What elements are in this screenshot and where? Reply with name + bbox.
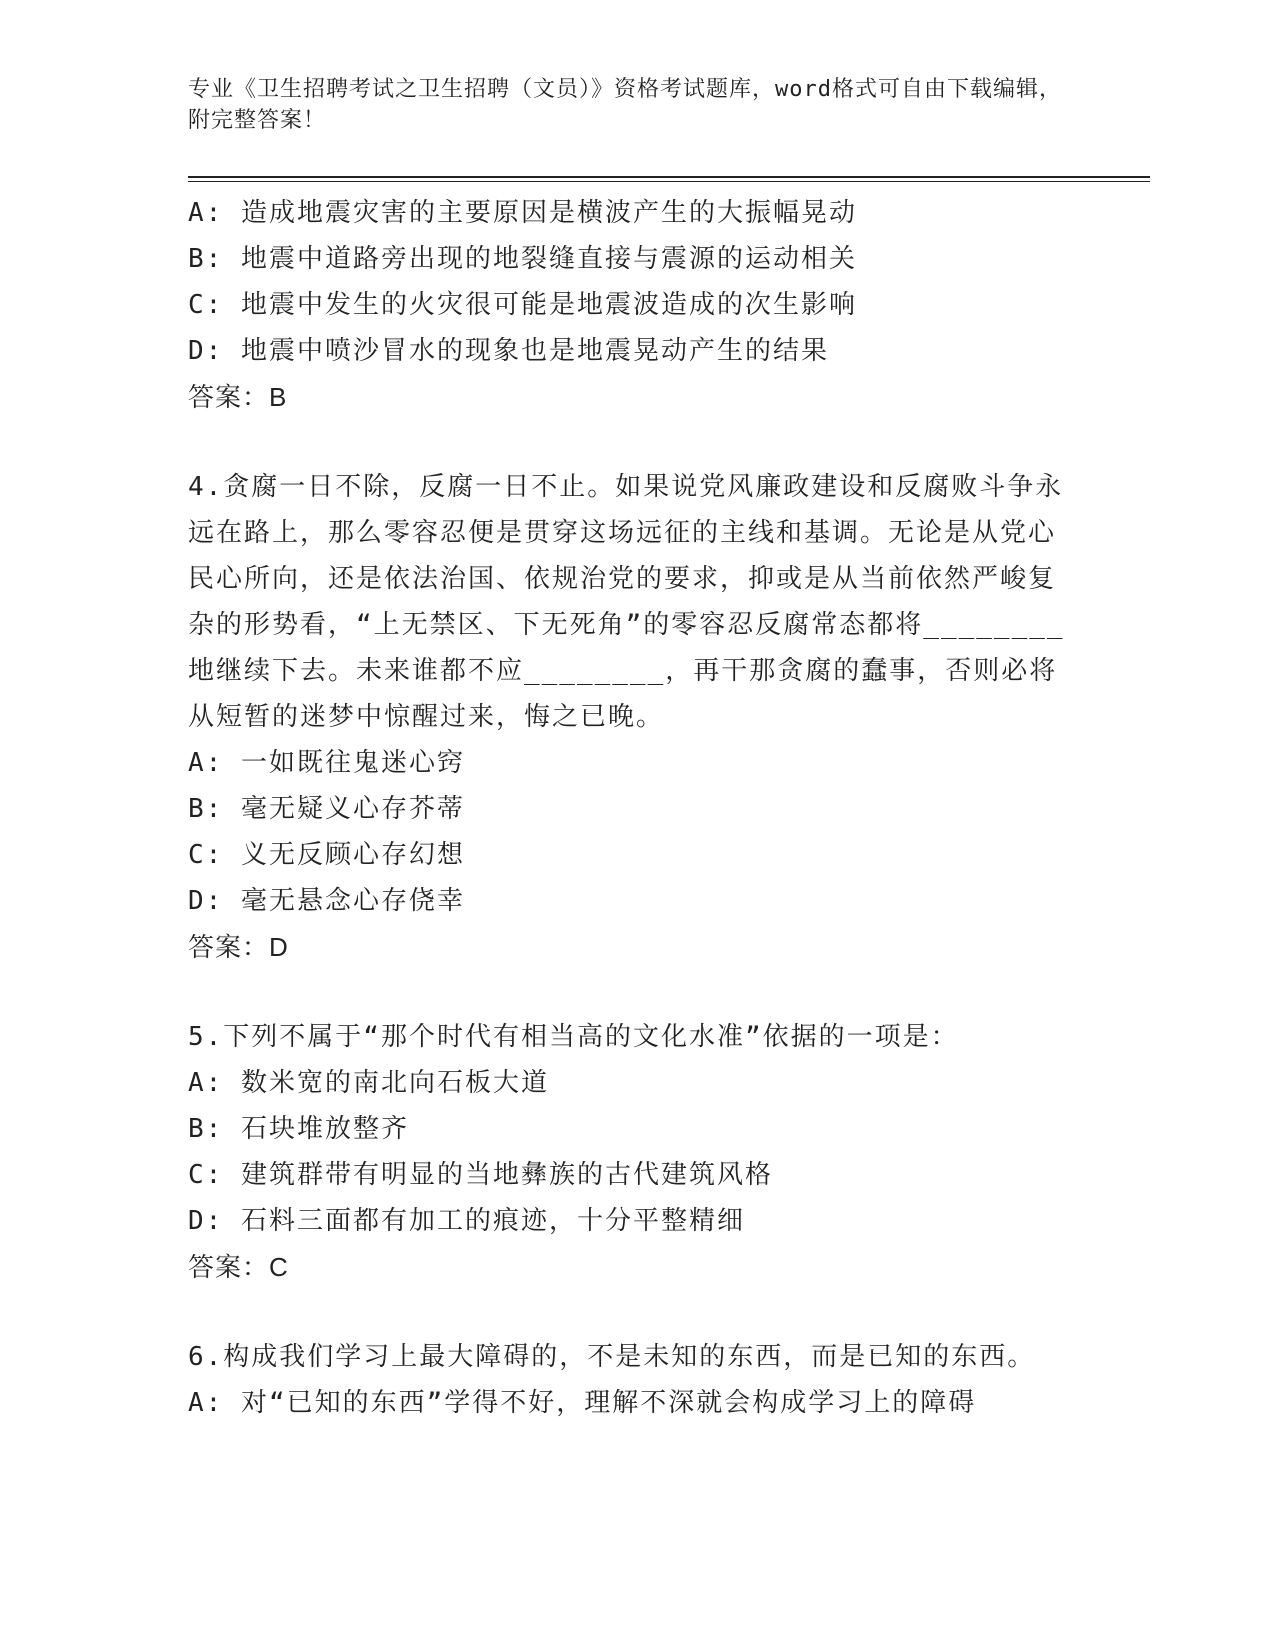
option-a: A: 造成地震灾害的主要原因是横波产生的大振幅晃动 [188, 198, 857, 228]
option-c: C: 地震中发生的火灾很可能是地震波造成的次生影响 [188, 290, 857, 320]
option-a: A: 一如既往鬼迷心窍 [188, 748, 465, 778]
option-a: A: 对“已知的东西”学得不好，理解不深就会构成学习上的障碍 [188, 1388, 977, 1418]
question-list [188, 190, 1068, 1426]
answer-line: 答案：C [188, 1252, 289, 1282]
question-3-block [188, 190, 1068, 420]
option-b: B: 毫无疑义心存芥蒂 [188, 794, 465, 824]
option-c: C: 建筑群带有明显的当地彝族的古代建筑风格 [188, 1160, 773, 1190]
question-stem: 4.贪腐一日不除，反腐一日不止。如果说党风廉政建设和反腐败斗争永远在路上，那么零容忍便是贯穿这场远征的主线和基调。无论是从党心民心所向，还是依法治国、依规治党的要求，抑或是从当前依然严峻复杂的形势看，“上无禁区、下无死角”的零容忍反腐常态都将________地继续下去。未来谁都不应________，再干那贪腐的蠢事，否则必将从短暂的迷梦中惊醒过来，悔之已晚。 [188, 472, 1065, 732]
option-a: A: 数米宽的南北向石板大道 [188, 1068, 549, 1098]
page-header: 专业《卫生招聘考试之卫生招聘（文员）》资格考试题库，word格式可自由下载编辑，附完整答案！ [188, 77, 1062, 133]
question-stem: 6.构成我们学习上最大障碍的，不是未知的东西，而是已知的东西。 [188, 1342, 1036, 1372]
question-stem: 5.下列不属于“那个时代有相当高的文化水准”依据的一项是： [188, 1022, 959, 1052]
option-d: D: 地震中喷沙冒水的现象也是地震晃动产生的结果 [188, 336, 829, 366]
question-6-block [188, 1334, 1068, 1426]
header-divider [188, 176, 1150, 178]
spacer [188, 970, 1068, 1014]
option-d: D: 毫无悬念心存侥幸 [188, 886, 465, 916]
spacer [188, 420, 1068, 464]
option-b: B: 地震中道路旁出现的地裂缝直接与震源的运动相关 [188, 244, 857, 274]
question-5-block [188, 1014, 1068, 1290]
header-divider-thin [188, 181, 1150, 182]
option-c: C: 义无反顾心存幻想 [188, 840, 465, 870]
question-4-block [188, 464, 1068, 970]
answer-line: 答案：D [188, 932, 289, 962]
option-d: D: 石料三面都有加工的痕迹，十分平整精细 [188, 1206, 745, 1236]
option-b: B: 石块堆放整齐 [188, 1114, 409, 1144]
spacer [188, 1290, 1068, 1334]
answer-line: 答案：B [188, 382, 288, 412]
